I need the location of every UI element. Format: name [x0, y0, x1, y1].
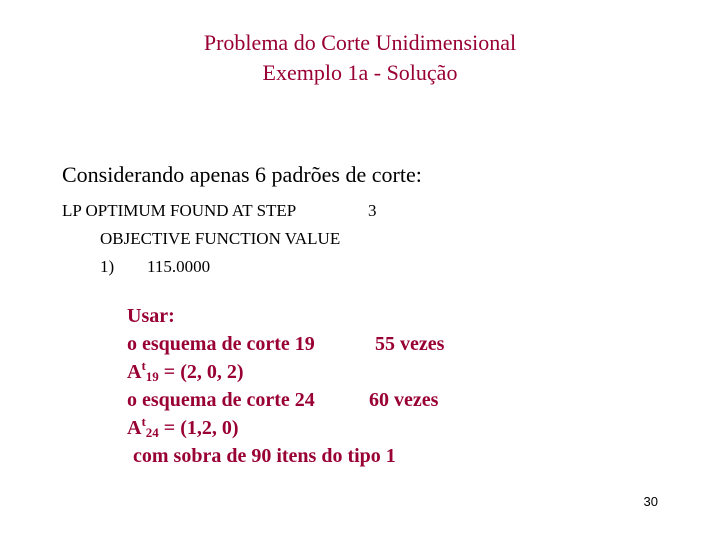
- pattern-1-vector-sub: 19: [145, 369, 159, 384]
- pattern-2-vector: [127, 414, 239, 442]
- pattern-2-vector-sup: t: [141, 414, 146, 429]
- lp-row-index: 1): [100, 257, 115, 276]
- lp-row-value: 115.0000: [147, 257, 211, 276]
- pattern-1-label: o esquema de corte 19: [127, 333, 315, 355]
- pattern-1-vector-sup: t: [141, 358, 146, 373]
- pattern-1-vector: [127, 358, 244, 386]
- pattern-2-vector-sub: 24: [145, 425, 159, 440]
- lp-optimum-label: LP OPTIMUM FOUND AT STEP: [62, 201, 297, 220]
- title-line-1: Problema do Corte Unidimensional: [203, 30, 517, 55]
- lp-optimum-step: 3: [368, 201, 377, 220]
- slide-title: [0, 28, 720, 88]
- pattern-1-times: 55 vezes: [375, 333, 445, 355]
- lp-objective-label: OBJECTIVE FUNCTION VALUE: [100, 229, 341, 248]
- title-line-2: Exemplo 1a - Solução: [262, 60, 458, 85]
- page-number: 30: [643, 494, 658, 509]
- intro-text: Considerando apenas 6 padrões de corte:: [62, 162, 422, 187]
- pattern-2-label: o esquema de corte 24: [127, 389, 315, 411]
- solution-heading: Usar:: [127, 305, 175, 327]
- pattern-2-times: 60 vezes: [369, 389, 439, 411]
- pattern-2-vector-value: = (1,2, 0): [158, 417, 239, 439]
- pattern-2-vector-base: A: [127, 417, 142, 439]
- pattern-1-vector-base: A: [127, 361, 142, 383]
- pattern-1-vector-value: = (2, 0, 2): [158, 361, 244, 383]
- leftover-text: com sobra de 90 itens do tipo 1: [133, 445, 396, 467]
